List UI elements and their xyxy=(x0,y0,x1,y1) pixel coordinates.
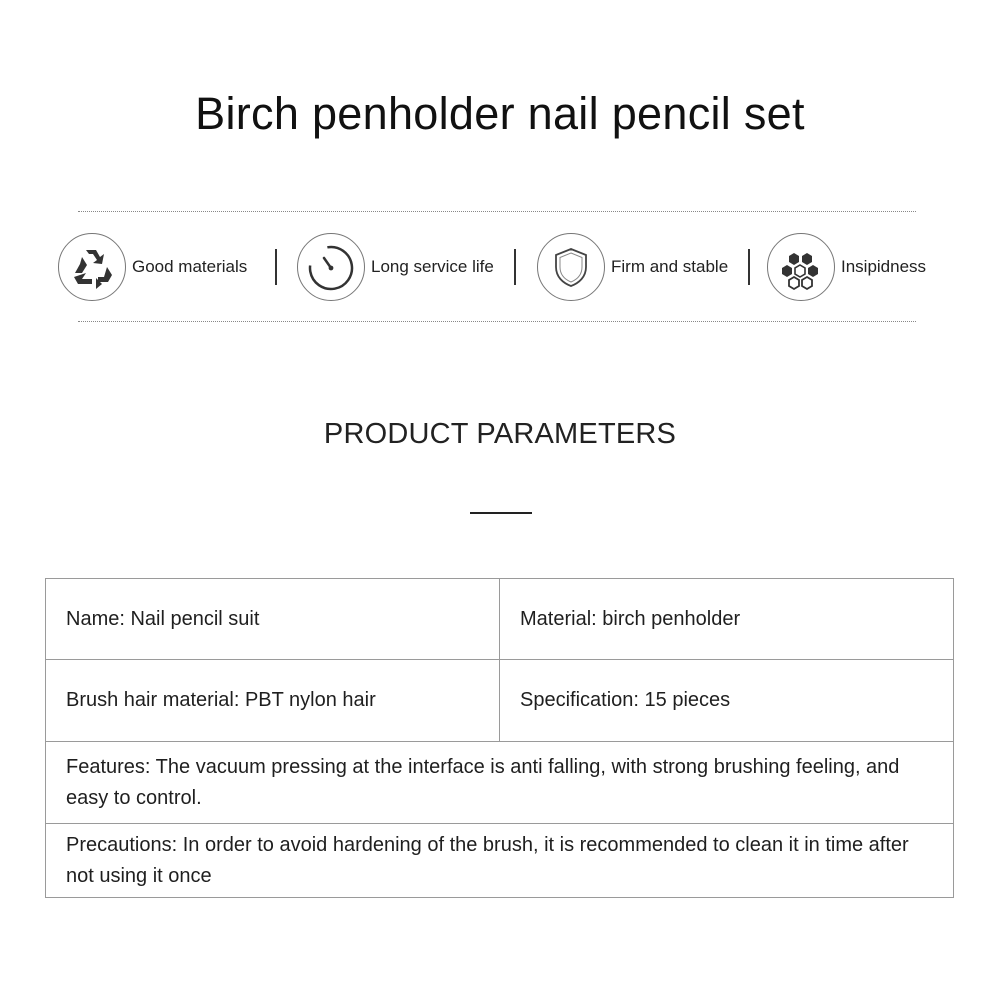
table-row xyxy=(46,579,954,660)
param-specification: Specification: 15 pieces xyxy=(500,660,954,742)
param-name: Name: Nail pencil suit xyxy=(46,579,500,660)
table-row xyxy=(46,742,954,824)
feature-label: Insipidness xyxy=(841,257,927,276)
table-row xyxy=(46,660,954,742)
hexagons-icon xyxy=(767,233,835,301)
page-title: Birch penholder nail pencil set xyxy=(195,88,805,139)
separator xyxy=(514,249,516,285)
dotted-divider-top xyxy=(78,211,916,212)
feature-good-materials xyxy=(58,231,247,303)
section-title: PRODUCT PARAMETERS xyxy=(323,418,677,450)
dotted-divider-bottom xyxy=(78,321,916,322)
shield-icon xyxy=(537,233,605,301)
separator xyxy=(275,249,277,285)
gauge-icon xyxy=(297,233,365,301)
feature-label: Good materials xyxy=(132,257,248,276)
recycle-icon xyxy=(58,233,126,301)
section-underline xyxy=(470,512,532,514)
separator xyxy=(748,249,750,285)
parameters-table xyxy=(45,578,954,898)
param-features: Features: The vacuum pressing at the interface is anti falling, with strong brushing feeling, and easy to control. xyxy=(46,742,954,824)
table-row xyxy=(46,824,954,898)
param-precautions: Precautions: In order to avoid hardening of the brush, it is recommended to clean it in time after not using it once xyxy=(46,824,954,898)
feature-label: Firm and stable xyxy=(611,257,729,276)
feature-label: Long service life xyxy=(371,257,494,276)
feature-long-service-life xyxy=(297,231,494,303)
feature-firm-and-stable xyxy=(537,231,728,303)
feature-insipidness xyxy=(767,231,926,303)
param-brush-hair: Brush hair material: PBT nylon hair xyxy=(46,660,500,742)
param-material: Material: birch penholder xyxy=(500,579,954,660)
